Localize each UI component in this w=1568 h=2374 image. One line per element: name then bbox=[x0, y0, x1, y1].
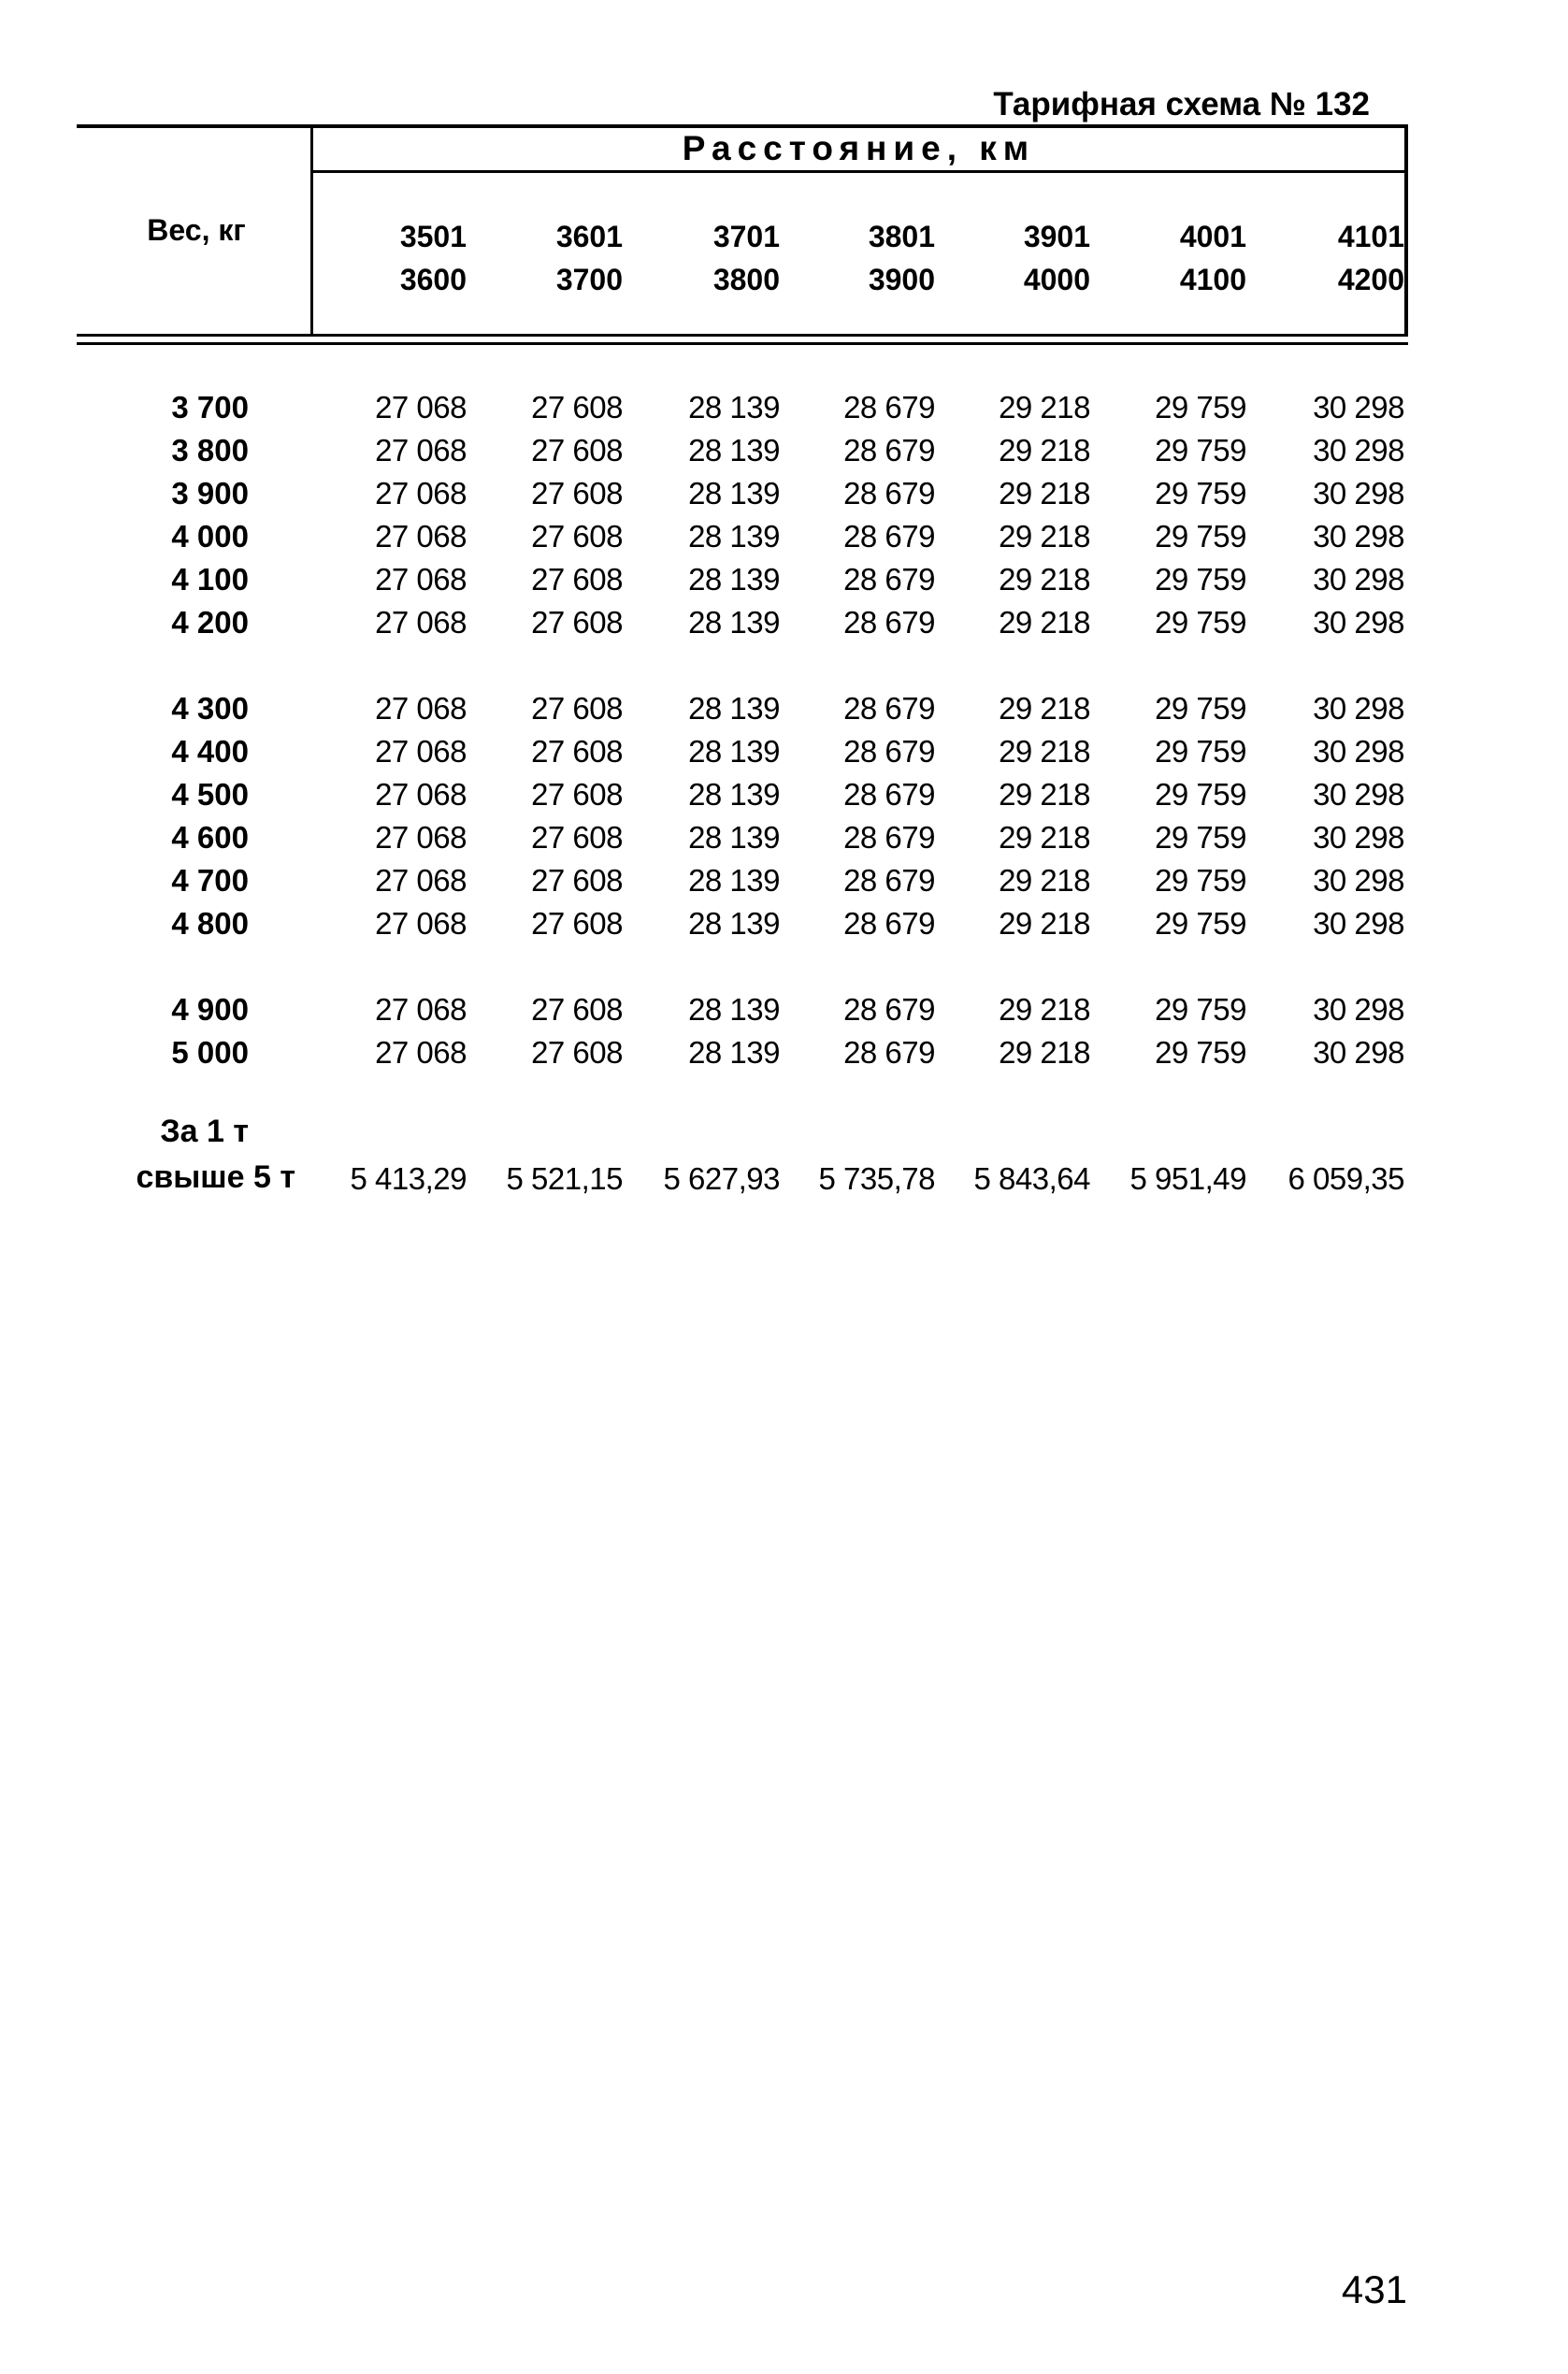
per-ton-cell: 5 951,49 bbox=[1129, 1161, 1246, 1196]
table-row bbox=[0, 386, 1568, 429]
table-row bbox=[0, 988, 1568, 1031]
per-ton-cell: 5 627,93 bbox=[663, 1161, 780, 1196]
tariff-cell: 29 218 bbox=[999, 476, 1090, 511]
table-row bbox=[0, 773, 1568, 816]
tariff-cell: 29 218 bbox=[999, 605, 1090, 640]
tariff-cell: 27 608 bbox=[531, 476, 623, 511]
tariff-cell: 29 218 bbox=[999, 906, 1090, 941]
tariff-cell: 28 139 bbox=[688, 605, 780, 640]
tariff-cell: 27 608 bbox=[531, 863, 623, 898]
scheme-title: Тарифная схема № 132 bbox=[993, 86, 1370, 122]
tariff-cell: 28 139 bbox=[688, 734, 780, 769]
tariff-cell: 28 679 bbox=[843, 519, 935, 554]
weight-cell: 3 900 bbox=[171, 476, 249, 511]
tariff-cell: 27 068 bbox=[375, 390, 467, 424]
tariff-cell: 27 068 bbox=[375, 519, 467, 554]
tariff-cell: 27 608 bbox=[531, 820, 623, 855]
per-ton-cell: 5 413,29 bbox=[350, 1161, 467, 1196]
per-ton-cell: 5 843,64 bbox=[973, 1161, 1090, 1196]
tariff-cell: 29 218 bbox=[999, 992, 1090, 1027]
range-from: 3901 bbox=[1023, 220, 1090, 253]
per-ton-cell: 5 521,15 bbox=[506, 1161, 623, 1196]
range-to: 3700 bbox=[555, 263, 623, 296]
tariff-cell: 28 679 bbox=[843, 734, 935, 769]
tariff-cell: 29 759 bbox=[1155, 734, 1246, 769]
weight-cell: 5 000 bbox=[171, 1035, 249, 1070]
tariff-cell: 28 139 bbox=[688, 433, 780, 468]
distance-range-3 bbox=[640, 215, 780, 301]
tariff-cell: 27 068 bbox=[375, 605, 467, 640]
tariff-cell: 29 218 bbox=[999, 734, 1090, 769]
range-to: 3800 bbox=[712, 263, 780, 296]
tariff-cell: 28 139 bbox=[688, 562, 780, 597]
tariff-cell: 30 298 bbox=[1313, 390, 1404, 424]
range-to: 4100 bbox=[1179, 263, 1246, 296]
tariff-cell: 27 068 bbox=[375, 820, 467, 855]
tariff-cell: 27 068 bbox=[375, 734, 467, 769]
tariff-cell: 27 068 bbox=[375, 1035, 467, 1070]
tariff-cell: 29 218 bbox=[999, 519, 1090, 554]
tariff-cell: 28 139 bbox=[688, 906, 780, 941]
tariff-cell: 28 139 bbox=[688, 777, 780, 812]
per-ton-cell: 5 735,78 bbox=[818, 1161, 935, 1196]
page-number: 431 bbox=[1341, 2267, 1407, 2311]
weight-cell: 4 300 bbox=[171, 691, 249, 726]
tariff-cell: 28 139 bbox=[688, 820, 780, 855]
tariff-cell: 28 679 bbox=[843, 820, 935, 855]
tariff-cell: 29 759 bbox=[1155, 1035, 1246, 1070]
range-from: 3601 bbox=[555, 220, 623, 253]
tariff-cell: 29 218 bbox=[999, 390, 1090, 424]
table-row bbox=[0, 429, 1568, 472]
tariff-cell: 30 298 bbox=[1313, 992, 1404, 1027]
tariff-cell: 29 218 bbox=[999, 562, 1090, 597]
tariff-cell: 28 679 bbox=[843, 562, 935, 597]
tariff-cell: 27 068 bbox=[375, 476, 467, 511]
tariff-cell: 29 759 bbox=[1155, 519, 1246, 554]
tariff-cell: 28 139 bbox=[688, 992, 780, 1027]
tariff-cell: 30 298 bbox=[1313, 863, 1404, 898]
header-bottom-rule bbox=[77, 334, 1408, 337]
tariff-cell: 27 068 bbox=[375, 863, 467, 898]
tariff-cell: 28 679 bbox=[843, 691, 935, 726]
tariff-cell: 29 759 bbox=[1155, 390, 1246, 424]
tariff-cell: 30 298 bbox=[1313, 777, 1404, 812]
range-to: 3600 bbox=[399, 263, 467, 296]
tariff-cell: 28 139 bbox=[688, 476, 780, 511]
tariff-cell: 27 068 bbox=[375, 992, 467, 1027]
table-row bbox=[0, 1031, 1568, 1074]
distance-range-4 bbox=[795, 215, 935, 301]
distance-range-7 bbox=[1264, 215, 1404, 301]
tariff-cell: 28 679 bbox=[843, 992, 935, 1027]
table-row bbox=[0, 859, 1568, 902]
tariff-cell: 27 608 bbox=[531, 605, 623, 640]
table-row bbox=[0, 902, 1568, 945]
weight-cell: 4 800 bbox=[171, 906, 249, 941]
tariff-cell: 28 139 bbox=[688, 1035, 780, 1070]
tariff-cell: 30 298 bbox=[1313, 519, 1404, 554]
table-row bbox=[0, 601, 1568, 644]
table-row bbox=[0, 687, 1568, 730]
tariff-cell: 27 608 bbox=[531, 734, 623, 769]
weight-cell: 4 400 bbox=[171, 734, 249, 769]
tariff-cell: 29 759 bbox=[1155, 820, 1246, 855]
tariff-cell: 28 679 bbox=[843, 476, 935, 511]
weight-cell: 3 700 bbox=[171, 390, 249, 424]
weight-cell: 3 800 bbox=[171, 433, 249, 468]
tariff-cell: 29 759 bbox=[1155, 863, 1246, 898]
weight-cell: 4 600 bbox=[171, 820, 249, 855]
per-ton-cell: 6 059,35 bbox=[1287, 1161, 1404, 1196]
tariff-cell: 29 218 bbox=[999, 1035, 1090, 1070]
tariff-cell: 30 298 bbox=[1313, 605, 1404, 640]
header-divider-right bbox=[1404, 128, 1408, 336]
distance-range-1 bbox=[326, 215, 467, 301]
distance-header: Расстояние, км bbox=[682, 129, 1036, 167]
tariff-cell: 30 298 bbox=[1313, 691, 1404, 726]
tariff-cell: 30 298 bbox=[1313, 734, 1404, 769]
table-row bbox=[0, 730, 1568, 773]
tariff-cell: 29 759 bbox=[1155, 992, 1246, 1027]
tariff-cell: 30 298 bbox=[1313, 562, 1404, 597]
weight-cell: 4 100 bbox=[171, 562, 249, 597]
tariff-cell: 29 759 bbox=[1155, 476, 1246, 511]
tariff-cell: 28 679 bbox=[843, 433, 935, 468]
weight-cell: 4 000 bbox=[171, 519, 249, 554]
tariff-cell: 29 759 bbox=[1155, 562, 1246, 597]
table-row bbox=[0, 515, 1568, 558]
tariff-cell: 29 759 bbox=[1155, 605, 1246, 640]
tariff-cell: 28 679 bbox=[843, 1035, 935, 1070]
tariff-cell: 29 759 bbox=[1155, 906, 1246, 941]
table-row bbox=[0, 816, 1568, 859]
weight-cell: 4 500 bbox=[171, 777, 249, 812]
range-to: 4200 bbox=[1337, 263, 1404, 296]
tariff-cell: 27 608 bbox=[531, 777, 623, 812]
range-to: 3900 bbox=[868, 263, 935, 296]
tariff-cell: 28 679 bbox=[843, 777, 935, 812]
distance-range-2 bbox=[482, 215, 623, 301]
range-from: 3801 bbox=[868, 220, 935, 253]
distance-range-6 bbox=[1106, 215, 1246, 301]
tariff-cell: 27 068 bbox=[375, 562, 467, 597]
table-row bbox=[0, 472, 1568, 515]
weight-cell: 4 700 bbox=[171, 863, 249, 898]
tariff-cell: 28 679 bbox=[843, 605, 935, 640]
tariff-cell: 29 218 bbox=[999, 691, 1090, 726]
distance-range-5 bbox=[950, 215, 1090, 301]
tariff-cell: 29 218 bbox=[999, 777, 1090, 812]
tariff-cell: 30 298 bbox=[1313, 433, 1404, 468]
tariff-cell: 28 679 bbox=[843, 863, 935, 898]
distance-header-rule bbox=[310, 170, 1408, 173]
tariff-cell: 28 139 bbox=[688, 863, 780, 898]
tariff-cell: 27 068 bbox=[375, 691, 467, 726]
tariff-cell: 29 218 bbox=[999, 820, 1090, 855]
tariff-cell: 28 139 bbox=[688, 519, 780, 554]
tariff-cell: 27 608 bbox=[531, 691, 623, 726]
range-to: 4000 bbox=[1023, 263, 1090, 296]
tariff-cell: 27 068 bbox=[375, 433, 467, 468]
tariff-cell: 28 139 bbox=[688, 691, 780, 726]
per-ton-label-line2: свыше 5 т bbox=[136, 1159, 295, 1195]
tariff-cell: 28 679 bbox=[843, 390, 935, 424]
weight-header: Вес, кг bbox=[147, 213, 246, 247]
tariff-cell: 29 759 bbox=[1155, 777, 1246, 812]
table-row bbox=[0, 558, 1568, 601]
tariff-cell: 30 298 bbox=[1313, 476, 1404, 511]
tariff-cell: 27 068 bbox=[375, 906, 467, 941]
tariff-cell: 27 608 bbox=[531, 433, 623, 468]
tariff-cell: 27 608 bbox=[531, 1035, 623, 1070]
tariff-cell: 27 608 bbox=[531, 992, 623, 1027]
tariff-cell: 28 139 bbox=[688, 390, 780, 424]
tariff-cell: 30 298 bbox=[1313, 1035, 1404, 1070]
tariff-cell: 27 608 bbox=[531, 519, 623, 554]
range-from: 3701 bbox=[712, 220, 780, 253]
tariff-cell: 27 608 bbox=[531, 562, 623, 597]
tariff-cell: 30 298 bbox=[1313, 820, 1404, 855]
tariff-cell: 29 759 bbox=[1155, 433, 1246, 468]
header-bottom-rule-second bbox=[77, 342, 1408, 345]
per-ton-label-line1: За 1 т bbox=[160, 1114, 249, 1149]
weight-cell: 4 200 bbox=[171, 605, 249, 640]
range-from: 4101 bbox=[1337, 220, 1404, 253]
range-from: 4001 bbox=[1179, 220, 1246, 253]
tariff-cell: 30 298 bbox=[1313, 906, 1404, 941]
tariff-cell: 29 218 bbox=[999, 433, 1090, 468]
tariff-cell: 27 608 bbox=[531, 390, 623, 424]
tariff-cell: 28 679 bbox=[843, 906, 935, 941]
table-top-rule bbox=[77, 124, 1408, 128]
tariff-cell: 27 068 bbox=[375, 777, 467, 812]
tariff-cell: 27 608 bbox=[531, 906, 623, 941]
weight-cell: 4 900 bbox=[171, 992, 249, 1027]
tariff-cell: 29 218 bbox=[999, 863, 1090, 898]
range-from: 3501 bbox=[399, 220, 467, 253]
tariff-cell: 29 759 bbox=[1155, 691, 1246, 726]
